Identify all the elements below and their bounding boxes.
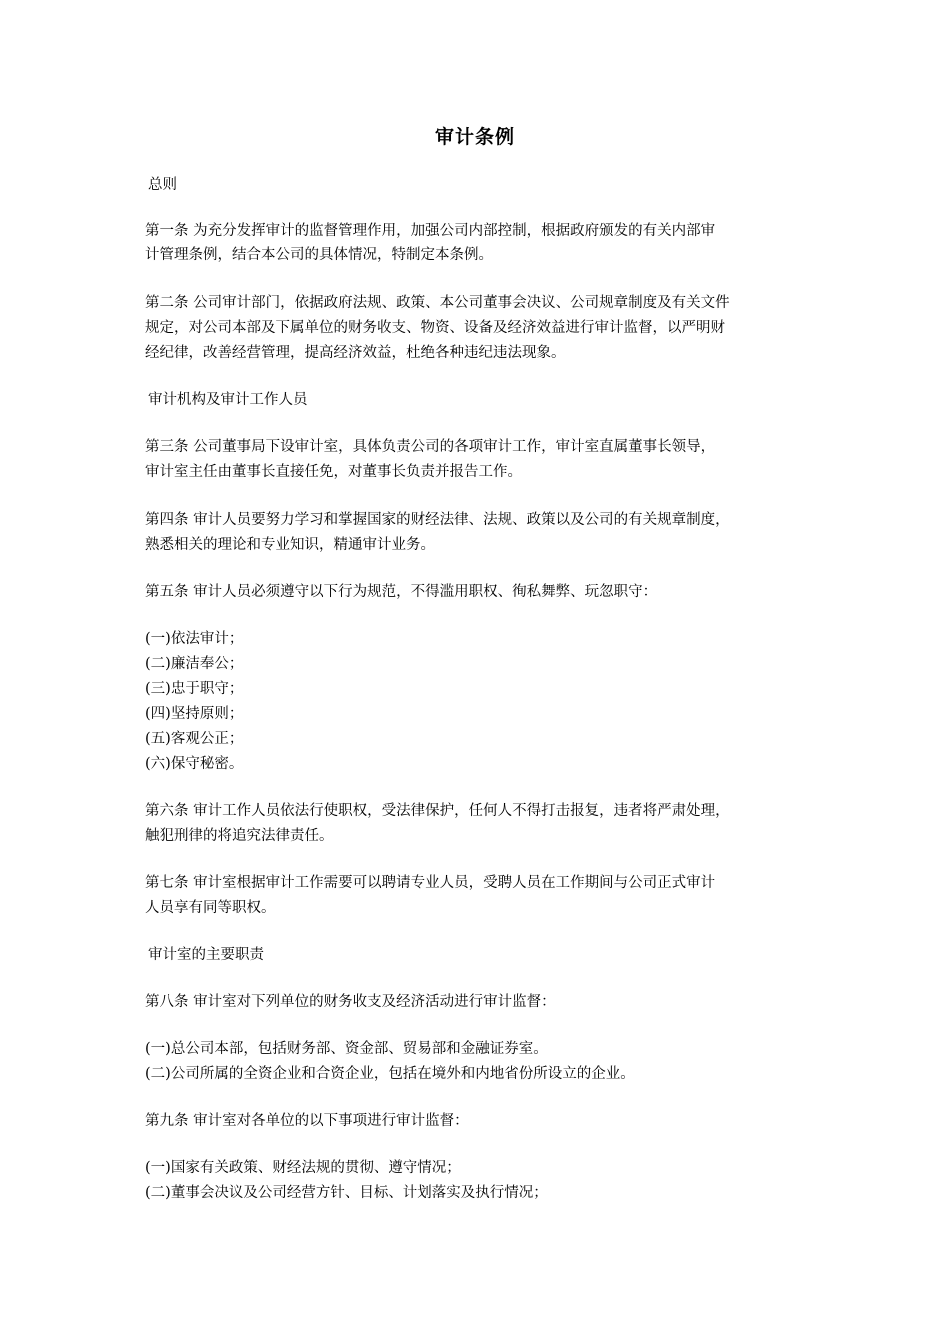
article-2-line-3: 经纪律，改善经营管理，提高经济效益，杜绝各种违纪违法现象。 bbox=[145, 345, 566, 361]
article-8-item-2: (二)公司所属的全资企业和合资企业，包括在境外和内地省份所设立的企业。 bbox=[145, 1066, 635, 1082]
article-6-line-2: 触犯刑律的将追究法律责任。 bbox=[145, 828, 334, 844]
article-1-line-2: 计管理条例，结合本公司的具体情况，特制定本条例。 bbox=[145, 247, 493, 263]
article-6-line-1: 第六条 审计工作人员依法行使职权，受法律保护，任何人不得打击报复，违者将严肃处理， bbox=[145, 803, 730, 819]
article-9-item-1: (一)国家有关政策、财经法规的贯彻、遵守情况； bbox=[145, 1160, 461, 1176]
article-5-item-3: (三)忠于职守； bbox=[145, 681, 244, 697]
article-8-line-1: 第八条 审计室对下列单位的财务收支及经济活动进行审计监督： bbox=[145, 994, 556, 1010]
article-9-line-1: 第九条 审计室对各单位的以下事项进行审计监督： bbox=[145, 1113, 469, 1129]
article-5-item-5: (五)客观公正； bbox=[145, 731, 244, 747]
article-5-item-4: (四)坚持原则； bbox=[145, 706, 244, 722]
section-heading-duties: 审计室的主要职责 bbox=[148, 947, 264, 963]
article-1-line-1: 第一条 为充分发挥审计的监督管理作用，加强公司内部控制，根据政府颁发的有关内部审 bbox=[145, 223, 716, 239]
article-4-line-2: 熟悉相关的理论和专业知识，精通审计业务。 bbox=[145, 537, 435, 553]
article-8-item-1: (一)总公司本部，包括财务部、资金部、贸易部和金融证券室。 bbox=[145, 1041, 548, 1057]
article-2-line-2: 规定，对公司本部及下属单位的财务收支、物资、设备及经济效益进行审计监督，以严明财 bbox=[145, 320, 725, 336]
article-5-item-1: (一)依法审计； bbox=[145, 631, 244, 647]
section-heading-general: 总则 bbox=[148, 177, 177, 193]
document-title: 审计条例 bbox=[434, 126, 515, 148]
article-5-item-2: (二)廉洁奉公； bbox=[145, 656, 244, 672]
article-2-line-1: 第二条 公司审计部门，依据政府法规、政策、本公司董事会决议、公司规章制度及有关文件 bbox=[145, 295, 730, 311]
article-5-item-6: (六)保守秘密。 bbox=[145, 756, 244, 772]
article-3-line-2: 审计室主任由董事长直接任免，对董事长负责并报告工作。 bbox=[145, 464, 522, 480]
article-3-line-1: 第三条 公司董事局下设审计室，具体负责公司的各项审计工作，审计室直属董事长领导， bbox=[145, 439, 716, 455]
article-5-line-1: 第五条 审计人员必须遵守以下行为规范，不得滥用职权、徇私舞弊、玩忽职守： bbox=[145, 584, 658, 600]
article-7-line-2: 人员享有同等职权。 bbox=[145, 900, 276, 916]
article-4-line-1: 第四条 审计人员要努力学习和掌握国家的财经法律、法规、政策以及公司的有关规章制度， bbox=[145, 512, 730, 528]
article-9-item-2: (二)董事会决议及公司经营方针、目标、计划落实及执行情况； bbox=[145, 1185, 548, 1201]
section-heading-org: 审计机构及审计工作人员 bbox=[148, 392, 308, 408]
article-7-line-1: 第七条 审计室根据审计工作需要可以聘请专业人员，受聘人员在工作期间与公司正式审计 bbox=[145, 875, 716, 891]
